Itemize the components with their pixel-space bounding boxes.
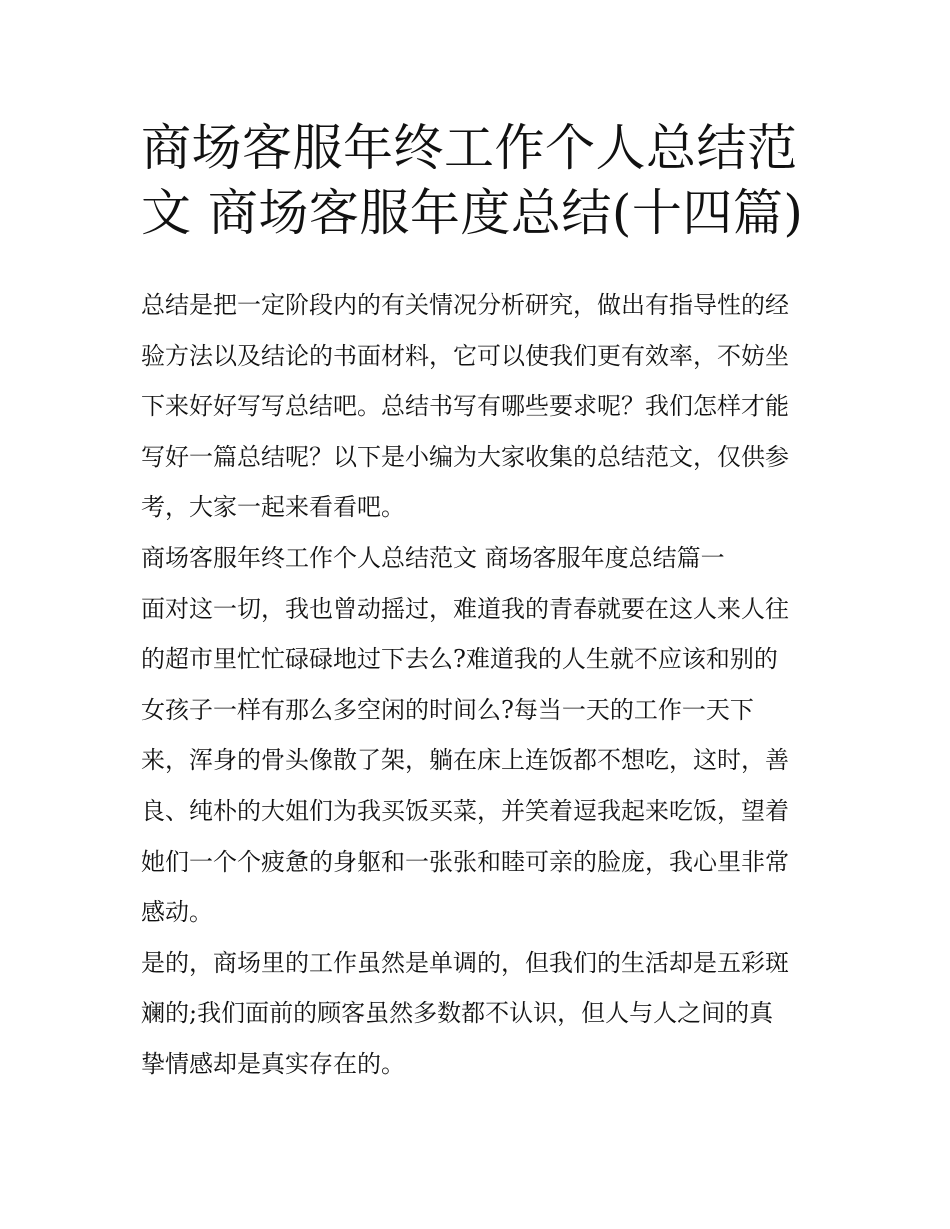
paragraph-line: 面对这一切，我也曾动摇过，难道我的青春就要在这人来人往 xyxy=(141,594,789,623)
document-title xyxy=(141,116,821,246)
intro-line: 考，大家一起来看看吧。 xyxy=(141,493,405,522)
paragraph-line: 斓的;我们面前的顾客虽然多数都不认识，但人与人之间的真 xyxy=(141,999,774,1028)
paragraph-line: 感动。 xyxy=(141,898,213,927)
intro-line: 下来好好写写总结吧。总结书写有哪些要求呢？我们怎样才能 xyxy=(141,392,789,421)
title-line: 文 商场客服年度总结(十四篇) xyxy=(141,184,804,242)
title-line: 商场客服年终工作个人总结范 xyxy=(141,119,798,177)
paragraph-line: 挚情感却是真实存在的。 xyxy=(141,1049,405,1078)
paragraph-line: 她们一个个疲惫的身躯和一张张和睦可亲的脸庞，我心里非常 xyxy=(141,847,789,876)
paragraph-line: 来，浑身的骨头像散了架，躺在床上连饭都不想吃，这时，善 xyxy=(141,746,789,775)
document-body xyxy=(141,280,816,1090)
intro-line: 验方法以及结论的书面材料，它可以使我们更有效率，不妨坐 xyxy=(141,341,789,370)
paragraph-line: 的超市里忙忙碌碌地过下去么?难道我的人生就不应该和别的 xyxy=(141,645,778,674)
section-heading: 商场客服年终工作个人总结范文 商场客服年度总结篇一 xyxy=(141,543,725,572)
intro-line: 写好一篇总结呢？以下是小编为大家收集的总结范文，仅供参 xyxy=(141,442,789,471)
paragraph-line: 良、纯朴的大姐们为我买饭买菜，并笑着逗我起来吃饭，望着 xyxy=(141,796,789,825)
intro-line: 总结是把一定阶段内的有关情况分析研究，做出有指导性的经 xyxy=(141,291,789,319)
paragraph-line: 是的，商场里的工作虽然是单调的，但我们的生活却是五彩斑 xyxy=(141,948,789,977)
paragraph-line: 女孩子一样有那么多空闲的时间么?每当一天的工作一天下 xyxy=(141,695,754,724)
